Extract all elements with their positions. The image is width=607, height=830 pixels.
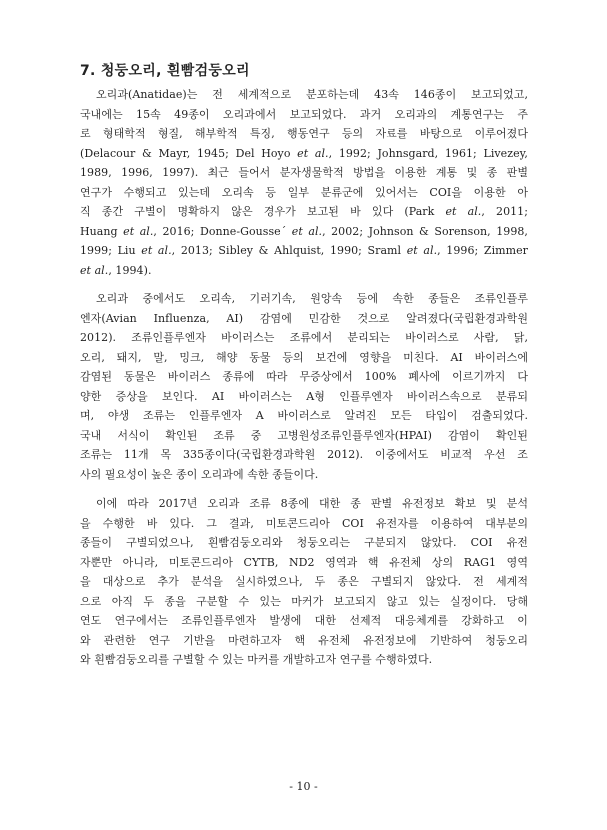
text-line: 로 형태학적 형질, 해부학적 특징, 행동연구 등의 자료를 바탕으로 이루어졌다: [80, 127, 528, 140]
text-line: 연도 연구에서는 조류인플루엔자 발생에 대한 선제적 대응체계를 강화하고 이: [80, 614, 528, 627]
text-line: 1999; Liu et al., 2013; Sibley & Ahlquist, 1990; Sraml et al., 1996; Zimmer: [80, 244, 528, 257]
text-line: 오리과 중에서도 오리속, 기러기속, 원앙속 등에 속한 종들은 조류인플루: [96, 292, 528, 305]
text-line: 이에 따라 2017년 오리과 조류 8종에 대한 종 판별 유전정보 확보 및 분석: [96, 497, 528, 510]
paragraph-avian-influenza: [80, 289, 528, 484]
text-line: 와 관련한 연구 기반을 마련하고자 핵 유전체 유전정보에 기반하여 청둥오리: [80, 633, 528, 647]
text-line: 사의 필요성이 높은 종이 오리과에 속한 종들이다.: [80, 467, 319, 481]
text-line: 양한 증상을 보인다. AI 바이러스는 A형 인플루엔자 바이러스속으로 분류되: [80, 389, 528, 403]
text-line: 2012). 조류인플루엔자 바이러스는 조류에서 분리되는 바이러스로 사람, 닭,: [80, 331, 528, 344]
text-line: Huang et al., 2016; Donne-Gousse´ et al., 2002; Johnson & Sorenson, 1998,: [80, 224, 528, 238]
text-line: 국내 서식이 확인된 조류 중 고병원성조류인플루엔자(HPAI) 감염이 확인된: [80, 428, 528, 442]
text-line: 직 종간 구별이 명확하지 않은 경우가 보고된 바 있다 (Park et al., 2011;: [80, 205, 528, 218]
text-line: 을 대상으로 추가 분석을 실시하였으나, 두 종은 구별되지 않았다. 전 세계적: [80, 575, 528, 588]
text-line: 국내에는 15속 49종이 오리과에서 보고되었다. 과거 오리과의 계통연구는 주: [80, 107, 528, 121]
text-line: 며, 야생 조류는 인플루엔자 A 바이러스로 알려진 모든 타입이 검출되었다.: [80, 409, 528, 422]
text-line: 오리, 돼지, 말, 밍크, 해양 동물 등의 보건에 영향을 미친다. AI 바이러스에: [80, 350, 528, 364]
text-line: 자뿐만 아니라, 미토콘드리아 CYTB, ND2 영역과 핵 유전체 상의 RAG1 영역: [80, 555, 528, 569]
text-line: 으로 아직 두 종을 구분할 수 있는 마커가 보고되지 않고 있는 실정이다. 당해: [80, 594, 528, 608]
text-line: 연구가 수행되고 있는데 오리속 등 일부 분류군에 있어서는 COI을 이용한 아: [80, 185, 528, 199]
text-line: 종들이 구별되었으나, 흰빰검둥오리와 청둥오리는 구분되지 않았다. COI 유전: [80, 536, 528, 549]
text-line: 와 흰빰검둥오리를 구별할 수 있는 마커를 개발하고자 연구를 수행하였다.: [80, 653, 433, 666]
text-line: (Delacour & Mayr, 1945; Del Hoyo et al., 1992; Johnsgard, 1961; Livezey,: [80, 146, 528, 160]
paragraph-research-purpose: [80, 494, 528, 670]
text-line: 1989, 1996, 1997). 최근 들어서 분자생물학적 방법을 이용한 계통 및 종 판별: [80, 166, 528, 179]
text-line: 을 수행한 바 있다. 그 결과, 미토콘드리아 COI 유전자를 이용하여 대부분의: [80, 516, 528, 530]
text-line: et al., 1994).: [80, 263, 152, 277]
page-number: - 10 -: [289, 780, 318, 793]
text-line: 감염된 동물은 바이러스 종류에 따라 무증상에서 100% 폐사에 이르기까지 다: [80, 370, 528, 383]
section-heading: 7. 청둥오리, 흰빰검둥오리: [80, 63, 250, 79]
text-line: 오리과(Anatidae)는 전 세계적으로 분포하는데 43속 146종이 보고되었고,: [96, 88, 528, 101]
paragraph-anatidae-overview: [80, 85, 528, 280]
text-line: 엔자(Avian Influenza, AI) 감염에 민감한 것으로 알려졌다(국립환경과학원: [80, 311, 528, 325]
text-line: 조류는 11개 목 335종이다(국립환경과학원 2012). 이중에서도 비교적 우선 조: [80, 448, 528, 461]
